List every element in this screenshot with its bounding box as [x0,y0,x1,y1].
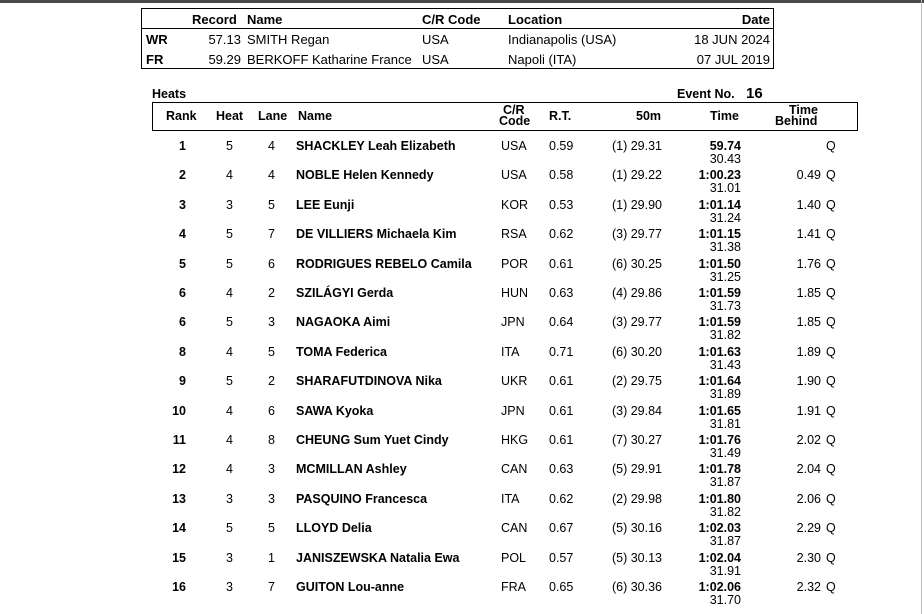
col-name: Name [298,109,333,123]
result-name: SZILÁGYI Gerda [296,286,394,300]
result-row [0,286,924,315]
result-qualifier: Q [826,521,836,536]
result-code: USA [501,168,527,183]
result-split: (5) 30.16 [611,521,662,536]
result-time: 1:01.15 [698,227,741,242]
result-code: HKG [501,433,529,447]
result-code: KOR [501,197,529,212]
records-table [141,8,774,69]
record-date: 18 JUN 2024 [694,32,770,47]
result-time: 1:01.76 [698,433,741,447]
result-time: 1:02.04 [698,550,741,565]
result-code: POL [501,550,527,565]
result-name: JANISZEWSKA Natalia Ewa [296,550,460,565]
result-rank: 16 [172,580,186,594]
result-time: 1:01.80 [698,491,741,506]
result-split-2: 31.81 [709,416,741,431]
result-rt: 0.57 [549,550,574,565]
result-name: RODRIGUES REBELO Camila [296,256,472,271]
result-row [0,492,924,521]
result-row [0,462,924,491]
result-lane: 6 [268,403,275,418]
result-row [0,374,924,403]
result-rank: 3 [179,197,186,212]
result-split-2: 31.24 [709,210,741,225]
result-behind: 2.04 [796,462,821,477]
result-qualifier: Q [826,433,836,447]
result-split: (7) 30.27 [611,433,662,447]
result-split-2: 31.87 [709,475,741,490]
col-heat: Heat [216,109,244,123]
result-lane: 3 [268,491,275,506]
record-date: 07 JUL 2019 [696,52,770,67]
result-qualifier: Q [826,580,836,594]
result-rt: 0.64 [549,315,574,330]
result-heat: 4 [226,344,233,359]
result-code: CAN [501,521,528,536]
result-rt: 0.61 [549,403,574,418]
result-time: 1:01.78 [698,462,741,477]
result-split: (5) 29.91 [611,462,662,477]
result-lane: 2 [268,286,275,300]
result-split: (3) 29.84 [611,403,662,418]
result-name: CHEUNG Sum Yuet Cindy [296,433,449,447]
result-heat: 5 [226,227,233,242]
result-heat: 3 [226,550,233,565]
result-lane: 5 [268,344,275,359]
col-50m: 50m [636,109,662,123]
result-split: (6) 30.20 [611,344,662,359]
result-split: (5) 30.13 [611,550,662,565]
result-rt: 0.62 [549,227,574,242]
heats-label: Heats [152,87,187,101]
result-split-2: 31.73 [709,299,741,313]
result-behind: 2.29 [796,521,821,536]
result-split-2: 31.70 [709,593,741,607]
result-lane: 4 [268,168,275,183]
result-split-2: 31.43 [709,357,741,372]
result-qualifier: Q [826,462,836,477]
result-row [0,315,924,344]
result-lane: 7 [268,580,275,594]
result-code: JPN [501,403,525,418]
result-name: TOMA Federica [296,344,387,359]
records-header-location: Location [508,12,563,27]
result-name: SAWA Kyoka [296,403,374,418]
record-location: Napoli (ITA) [508,52,577,67]
result-row [0,404,924,433]
records-header-divider [142,28,773,29]
result-name: SHARAFUTDINOVA Nika [296,374,442,389]
result-split: (2) 29.98 [611,491,662,506]
result-name: PASQUINO Francesca [296,491,428,506]
col-rt: R.T. [549,109,572,123]
col-code-top: C/R [503,103,525,117]
result-split-2: 31.25 [709,269,741,284]
result-row [0,580,924,609]
result-row [0,521,924,550]
result-rt: 0.61 [549,433,574,447]
result-heat: 4 [226,403,233,418]
col-rank: Rank [166,109,197,123]
result-code: HUN [501,286,529,300]
record-code: USA [422,52,449,67]
result-lane: 6 [268,256,275,271]
result-qualifier: Q [826,139,836,153]
result-behind: 1.41 [796,227,821,242]
record-type: FR [146,52,164,67]
result-rt: 0.59 [549,139,574,153]
result-qualifier: Q [826,227,836,242]
record-time: 59.29 [208,52,241,67]
result-time: 1:01.50 [698,256,741,271]
result-name: LEE Eunji [296,197,355,212]
result-qualifier: Q [826,344,836,359]
result-heat: 5 [226,315,233,330]
result-rank: 4 [179,227,186,242]
result-split: (2) 29.75 [611,374,662,389]
result-behind: 1.89 [796,344,821,359]
result-qualifier: Q [826,491,836,506]
result-name: MCMILLAN Ashley [296,462,407,477]
result-code: ITA [501,344,520,359]
result-lane: 8 [268,433,275,447]
result-split: (6) 30.25 [611,256,662,271]
col-code-bottom: Code [499,114,531,128]
result-time: 1:02.03 [698,521,741,536]
result-code: UKR [501,374,528,389]
result-lane: 5 [268,197,275,212]
result-rt: 0.61 [549,256,574,271]
result-qualifier: Q [826,286,836,300]
record-code: USA [422,32,449,47]
result-code: FRA [501,580,526,594]
result-rt: 0.53 [549,197,574,212]
result-time: 1:01.59 [698,315,741,330]
result-name: NOBLE Helen Kennedy [296,168,434,183]
result-code: POR [501,256,529,271]
result-split-2: 31.49 [709,446,741,460]
result-rt: 0.63 [549,286,574,300]
result-row [0,227,924,256]
event-label: Event No. [677,87,735,101]
result-row [0,345,924,374]
col-lane: Lane [258,109,288,123]
record-time: 57.13 [208,32,241,47]
result-time: 59.74 [709,139,741,153]
top-border [0,0,924,3]
record-holder: BERKOFF Katharine France [247,52,412,67]
result-time: 1:02.06 [698,580,741,594]
result-split-2: 30.43 [709,152,741,166]
result-time: 1:01.63 [698,344,741,359]
result-row [0,551,924,580]
result-rank: 6 [179,315,186,330]
result-lane: 4 [268,139,275,153]
result-time: 1:01.64 [698,374,741,389]
result-heat: 3 [226,491,233,506]
result-behind: 2.02 [796,433,821,447]
result-row [0,433,924,462]
result-rt: 0.65 [549,580,574,594]
result-lane: 5 [268,521,275,536]
result-rank: 15 [172,550,186,565]
result-behind: 1.85 [796,286,821,300]
result-code: JPN [501,315,525,330]
result-split: (3) 29.77 [611,315,662,330]
result-rt: 0.58 [549,168,574,183]
event-number: 16 [746,85,763,102]
result-behind: 0.49 [796,168,821,183]
result-split: (1) 29.22 [611,168,662,183]
result-time: 1:01.65 [698,403,741,418]
result-rank: 13 [172,491,186,506]
result-rank: 1 [179,139,186,153]
result-split-2: 31.87 [709,534,741,549]
result-behind: 1.40 [796,197,821,212]
result-heat: 4 [226,168,233,183]
result-behind: 2.32 [796,580,821,594]
result-split: (3) 29.77 [611,227,662,242]
result-split-2: 31.01 [709,181,741,196]
result-rt: 0.61 [549,374,574,389]
result-name: DE VILLIERS Michaela Kim [296,227,457,242]
result-time: 1:01.59 [698,286,741,300]
result-rank: 8 [179,344,186,359]
result-qualifier: Q [826,315,836,330]
result-name: GUITON Lou-anne [296,580,405,594]
result-qualifier: Q [826,168,836,183]
result-heat: 3 [226,197,233,212]
col-time: Time [710,109,739,123]
result-behind: 1.91 [796,403,821,418]
records-header-name: Name [247,12,283,27]
result-heat: 5 [226,374,233,389]
result-code: USA [501,139,527,153]
result-lane: 3 [268,462,275,477]
result-behind: 1.90 [796,374,821,389]
result-lane: 7 [268,227,275,242]
result-rt: 0.63 [549,462,574,477]
result-rank: 11 [172,433,186,447]
result-code: RSA [501,227,527,242]
result-heat: 3 [226,580,233,594]
result-split-2: 31.91 [709,563,741,578]
result-rank: 9 [179,374,186,389]
result-heat: 4 [226,462,233,477]
result-rank: 6 [179,286,186,300]
record-type: WR [146,32,168,47]
records-header-record: Record [192,12,237,27]
result-heat: 5 [226,521,233,536]
record-location: Indianapolis (USA) [508,32,617,47]
result-behind: 2.06 [796,491,821,506]
result-split: (1) 29.31 [611,139,662,153]
result-rt: 0.67 [549,521,574,536]
result-split: (4) 29.86 [611,286,662,300]
result-behind: 1.76 [796,256,821,271]
result-behind: 1.85 [796,315,821,330]
col-behind-bottom: Behind [775,114,818,128]
result-qualifier: Q [826,374,836,389]
result-lane: 1 [268,550,275,565]
result-heat: 4 [226,433,233,447]
result-qualifier: Q [826,256,836,271]
result-rank: 2 [179,168,186,183]
result-rank: 5 [179,256,186,271]
result-qualifier: Q [826,550,836,565]
result-split-2: 31.82 [709,504,741,519]
result-rt: 0.62 [549,491,574,506]
result-rank: 12 [172,462,186,477]
result-split-2: 31.38 [709,240,741,255]
result-qualifier: Q [826,403,836,418]
records-header-code: C/R Code [422,12,481,27]
result-split: (1) 29.90 [611,197,662,212]
result-rank: 10 [172,403,186,418]
record-holder: SMITH Regan [247,32,330,47]
result-row [0,198,924,227]
result-heat: 5 [226,256,233,271]
result-row [0,168,924,197]
result-split: (6) 30.36 [611,580,662,594]
col-behind-top: Time [789,103,818,117]
result-heat: 5 [226,139,233,153]
records-header-date: Date [741,12,770,27]
result-rt: 0.71 [549,344,574,359]
result-behind: 2.30 [796,550,821,565]
result-row [0,257,924,286]
result-split-2: 31.82 [709,328,741,343]
result-code: CAN [501,462,528,477]
result-name: NAGAOKA Aimi [296,315,391,330]
result-time: 1:00.23 [698,168,741,183]
result-qualifier: Q [826,197,836,212]
result-row [0,139,924,168]
result-name: LLOYD Delia [296,521,372,536]
result-lane: 3 [268,315,275,330]
result-time: 1:01.14 [698,197,741,212]
result-lane: 2 [268,374,275,389]
result-name: SHACKLEY Leah Elizabeth [296,139,456,153]
result-rank: 14 [172,521,186,536]
result-code: ITA [501,491,520,506]
result-split-2: 31.89 [709,387,741,402]
result-heat: 4 [226,286,233,300]
